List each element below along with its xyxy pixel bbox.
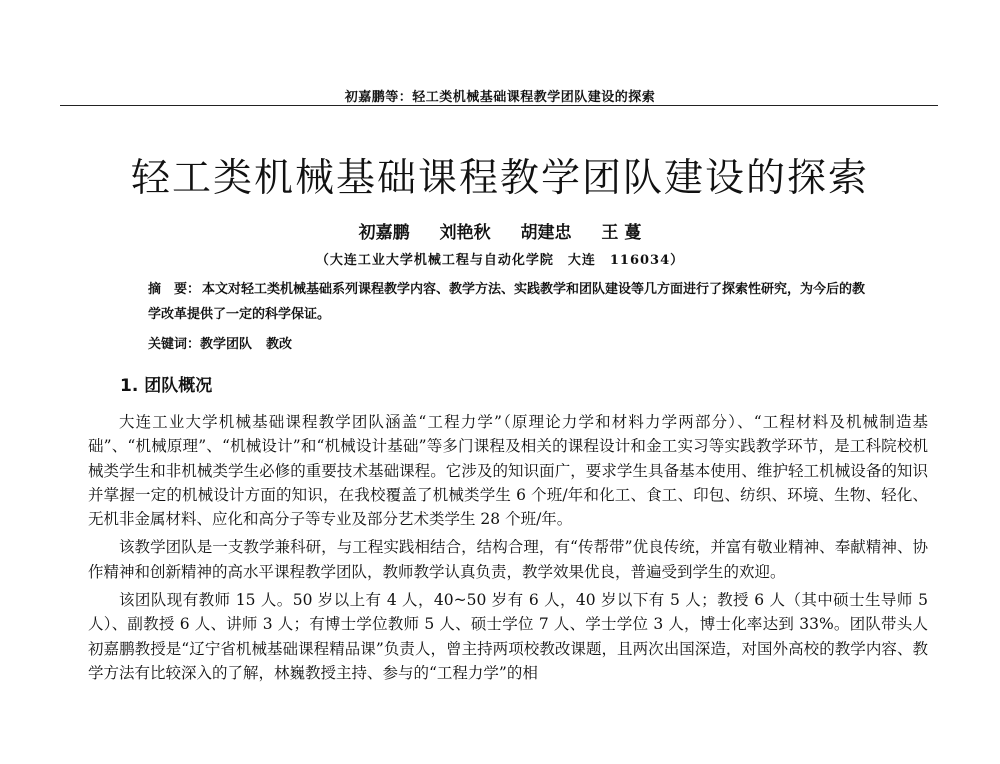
running-header: 初嘉鹏等：轻工类机械基础课程教学团队建设的探索 xyxy=(344,90,656,105)
paragraph: 该团队现有教师 15 人。50 岁以上有 4 人，40~50 岁有 6 人，40 岁以下有 5 人；教授 6 人（其中硕士生导师 5 人）、副教授 6 人、讲师 3 人；有博士学位教师 5 人、硕士学位 7 人、学士学位 3 人，博士化率达到 33%。团队带头人初嘉鹏教授是“辽宁省机械基础课程精品课”负责人，曾主持两项校教改课题，且两次出国深造，对国外高校的教学内容、教学方法有比较深入的了解，林巍教授主持、参与的“工程力学”的相 xyxy=(88,591,928,682)
header-rule xyxy=(60,105,938,106)
author-name: 王 蔓 xyxy=(601,223,642,243)
paper-title: 轻工类机械基础课程教学团队建设的探索 xyxy=(130,156,869,201)
keywords xyxy=(148,333,868,352)
abstract-label: 摘 要： xyxy=(148,282,201,297)
author-list xyxy=(0,218,1000,243)
body-text xyxy=(88,410,928,689)
keywords-label: 关键词： xyxy=(148,337,201,352)
author-name: 初嘉鹏 xyxy=(358,223,410,243)
section-heading: 1. 团队概况 xyxy=(120,376,213,396)
abstract xyxy=(148,277,868,327)
affiliation: （大连工业大学机械工程与自动化学院 大连 116034） xyxy=(315,253,685,268)
author-name: 刘艳秋 xyxy=(439,223,491,243)
paragraph: 该教学团队是一支教学兼科研，与工程实践相结合，结构合理，有“传帮带”优良传统，并富有敬业精神、奉献精神、协作精神和创新精神的高水平课程教学团队，教师教学认真负责，教学效果优良，普遍受到学生的欢迎。 xyxy=(88,538,928,581)
keyword: 教学团队 xyxy=(200,337,253,352)
abstract-text: 本文对轻工类机械基础系列课程教学内容、教学方法、实践教学和团队建设等几方面进行了探索性研究，为今后的教学改革提供了一定的科学保证。 xyxy=(148,282,866,322)
keyword: 教改 xyxy=(266,337,293,352)
paragraph: 大连工业大学机械基础课程教学团队涵盖“工程力学”（原理论力学和材料力学两部分）、“工程材料及机械制造基础”、“机械原理”、“机械设计”和“机械设计基础”等多门课程及相关的课程设计和金工实习等实践教学环节，是工科院校机械类学生和非机械类学生必修的重要技术基础课程。它涉及的知识面广，要求学生具备基本使用、维护轻工机械设备的知识并掌握一定的机械设计方面的知识，在我校覆盖了机械类学生 6 个班/年和化工、食工、印包、纺织、环境、生物、轻化、无机非金属材料、应化和高分子等专业及部分艺术类学生 28 个班/年。 xyxy=(88,413,928,529)
author-name: 胡建忠 xyxy=(520,223,572,243)
